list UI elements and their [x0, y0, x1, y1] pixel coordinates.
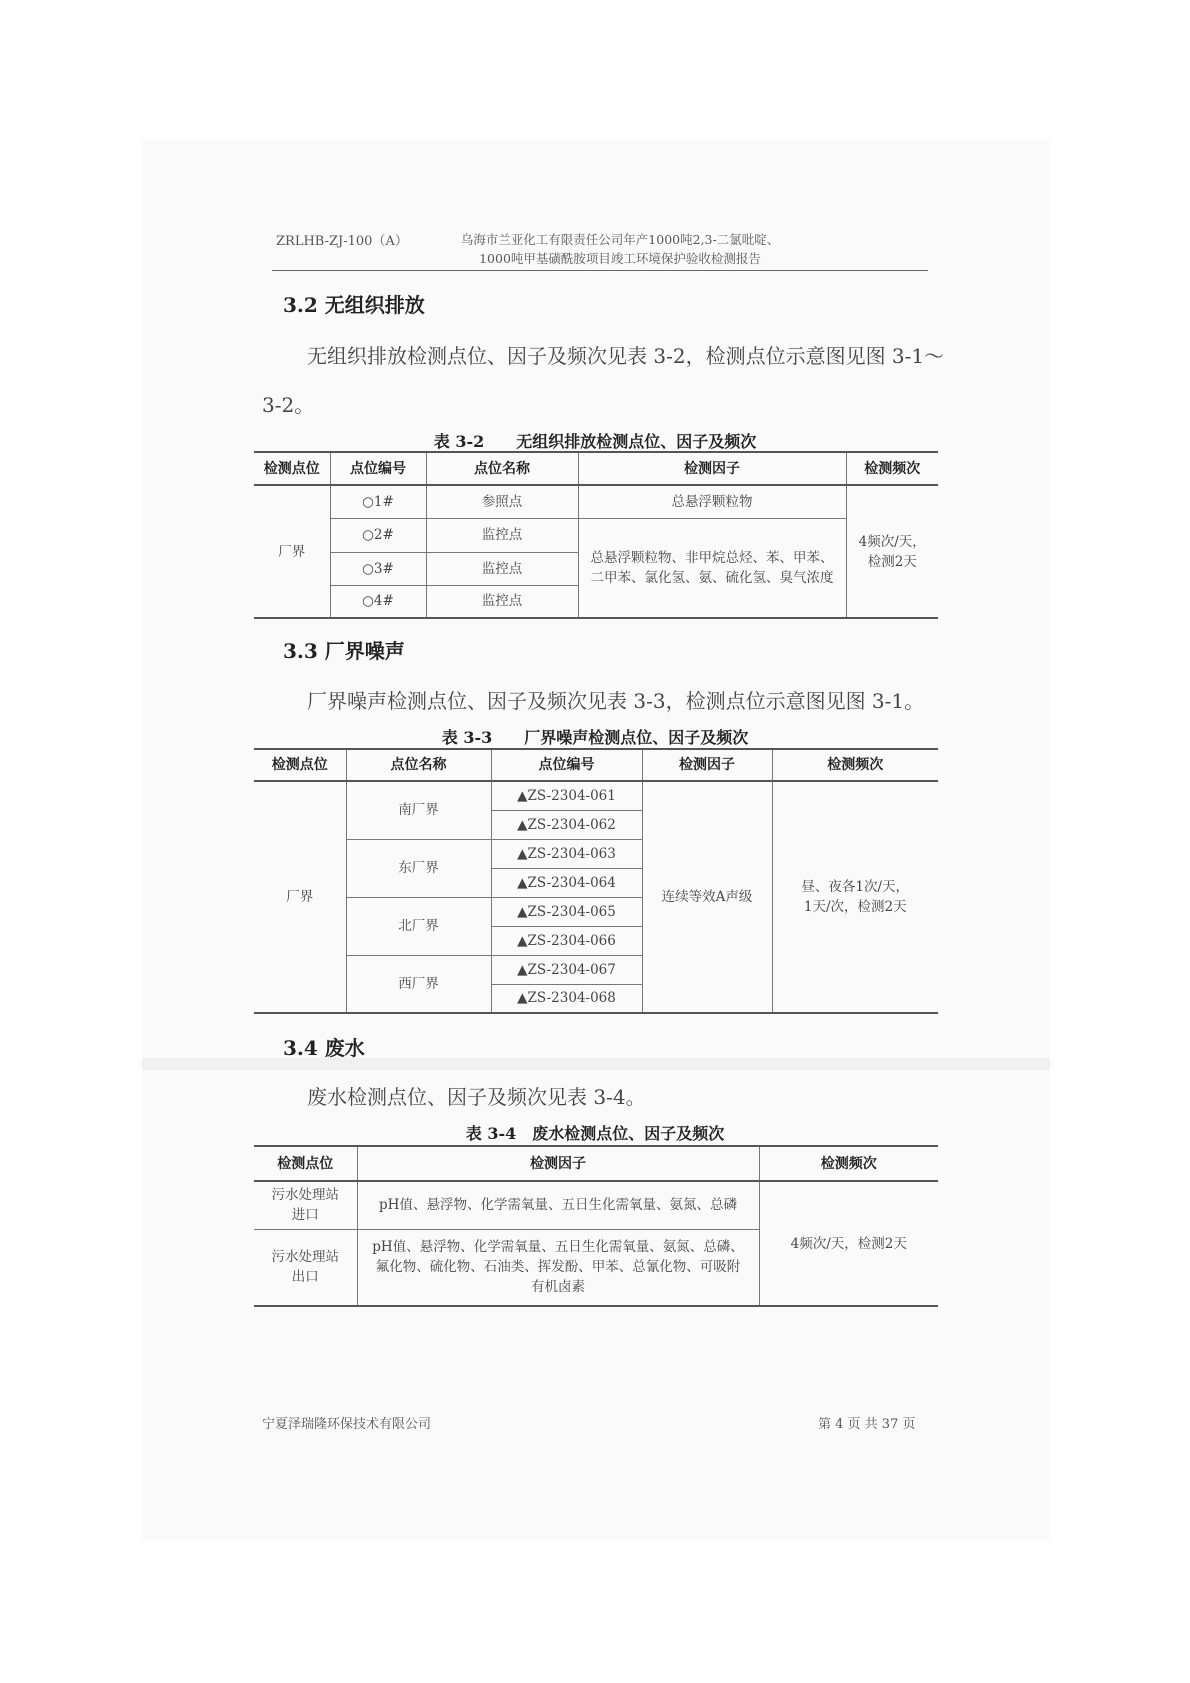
table-3-3-location: 厂界: [254, 781, 346, 1013]
table-row-code: ▲ZS-2304-067: [491, 955, 642, 984]
table-3-3-frequency: [772, 781, 938, 1013]
table-3-4-header-factor: 检测因子: [357, 1146, 759, 1181]
report-title-line2: 1000吨甲基磺酰胺项目竣工环境保护验收检测报告: [479, 251, 761, 266]
table-3-2: [254, 451, 938, 619]
table-row-name: 监控点: [426, 552, 578, 585]
table-row-location: [254, 1181, 357, 1229]
table-3-3: [254, 748, 938, 1014]
table-row-code: ▲ZS-2304-061: [491, 781, 642, 810]
table-row-code: ○4#: [330, 585, 426, 618]
table-row-location-line1: 污水处理站: [271, 1249, 339, 1266]
section-3-3-heading: 3.3 厂界噪声: [283, 639, 405, 663]
table-3-2-header-factor: 检测因子: [578, 452, 846, 485]
table-row-code: ▲ZS-2304-066: [491, 926, 642, 955]
table-row-name: 监控点: [426, 518, 578, 552]
section-3-2-paragraph-line2: 3-2。: [262, 393, 315, 417]
table-row-location-line2: 进口: [291, 1207, 319, 1224]
table-row-name: 北厂界: [346, 897, 491, 955]
table-row-location: [254, 1229, 357, 1306]
table-3-2-frequency: [846, 485, 938, 618]
table-3-4-header-location: 检测点位: [254, 1146, 357, 1181]
table-3-3-factor: 连续等效A声级: [642, 781, 772, 1013]
table-3-2-header-location: 检测点位: [254, 452, 330, 485]
section-3-2-heading: 3.2 无组织排放: [283, 293, 425, 317]
table-3-4-header-frequency: 检测频次: [759, 1146, 938, 1181]
table-3-2-frequency-line1: 4频次/天，: [858, 533, 926, 550]
table-row-name: 西厂界: [346, 955, 491, 1013]
footer-company: 宁夏泽瑞隆环保技术有限公司: [262, 1417, 432, 1432]
table-3-2-frequency-line2: 检测2天: [867, 553, 917, 570]
table-3-2-caption: 表 3-2 无组织排放检测点位、因子及频次: [433, 432, 757, 451]
table-3-4: [254, 1145, 938, 1307]
table-row-code: ○1#: [330, 485, 426, 518]
table-3-2-factor-monitoring: 总悬浮颗粒物、非甲烷总烃、苯、甲苯、二甲苯、氯化氢、氨、硫化氢、臭气浓度: [578, 518, 846, 618]
report-title: [430, 230, 810, 268]
table-3-4-caption: 表 3-4 废水检测点位、因子及频次: [465, 1124, 725, 1143]
table-3-2-header-code: 点位编号: [330, 452, 426, 485]
table-row-factor: pH值、悬浮物、化学需氧量、五日生化需氧量、氨氮、总磷: [357, 1181, 759, 1229]
table-3-3-frequency-line1: 昼、夜各1次/天，: [801, 879, 910, 895]
section-3-3-paragraph: 厂界噪声检测点位、因子及频次见表 3-3，检测点位示意图见图 3-1。: [307, 689, 925, 713]
table-row-code: ▲ZS-2304-064: [491, 868, 642, 897]
table-3-3-header-frequency: 检测频次: [772, 749, 938, 781]
table-row-code: ○2#: [330, 518, 426, 552]
table-3-3-header-name: 点位名称: [346, 749, 491, 781]
table-3-2-header-frequency: 检测频次: [846, 452, 938, 485]
table-row-name: 参照点: [426, 485, 578, 518]
table-3-3-header-location: 检测点位: [254, 749, 346, 781]
table-3-3-header-factor: 检测因子: [642, 749, 772, 781]
table-3-2-factor-reference: 总悬浮颗粒物: [578, 485, 846, 518]
table-3-4-frequency: 4频次/天，检测2天: [759, 1181, 938, 1306]
table-row-location-line1: 污水处理站: [271, 1187, 339, 1204]
table-3-3-caption: 表 3-3 厂界噪声检测点位、因子及频次: [441, 728, 749, 747]
table-row-name: 南厂界: [346, 781, 491, 839]
report-title-line1: 乌海市兰亚化工有限责任公司年产1000吨2,3-二氯吡啶、: [460, 232, 780, 247]
section-3-4-paragraph: 废水检测点位、因子及频次见表 3-4。: [307, 1085, 646, 1109]
table-row-name: 东厂界: [346, 839, 491, 897]
table-row-code: ▲ZS-2304-063: [491, 839, 642, 868]
table-3-2-location: 厂界: [254, 485, 330, 618]
table-3-3-header-code: 点位编号: [491, 749, 642, 781]
table-3-2-header-name: 点位名称: [426, 452, 578, 485]
header-rule: [272, 270, 928, 271]
table-row-code: ▲ZS-2304-062: [491, 810, 642, 839]
table-row-code: ○3#: [330, 552, 426, 585]
scan-fold-band: [142, 1058, 1050, 1070]
section-3-4-heading: 3.4 废水: [283, 1036, 365, 1060]
table-row-name: 监控点: [426, 585, 578, 618]
document-code: ZRLHB-ZJ-100（A）: [276, 234, 408, 249]
table-row-code: ▲ZS-2304-068: [491, 984, 642, 1013]
section-3-2-paragraph-line1: 无组织排放检测点位、因子及频次见表 3-2，检测点位示意图见图 3-1～: [307, 344, 945, 368]
footer-page-number: 第 4 页 共 37 页: [818, 1417, 916, 1432]
table-row-code: ▲ZS-2304-065: [491, 897, 642, 926]
table-row-factor: pH值、悬浮物、化学需氧量、五日生化需氧量、氨氮、总磷、氟化物、硫化物、石油类、挥发酚、甲苯、总氰化物、可吸附有机卤素: [357, 1229, 759, 1306]
table-3-3-frequency-line2: 1天/次，检测2天: [803, 899, 907, 915]
table-row-location-line2: 出口: [291, 1269, 319, 1286]
